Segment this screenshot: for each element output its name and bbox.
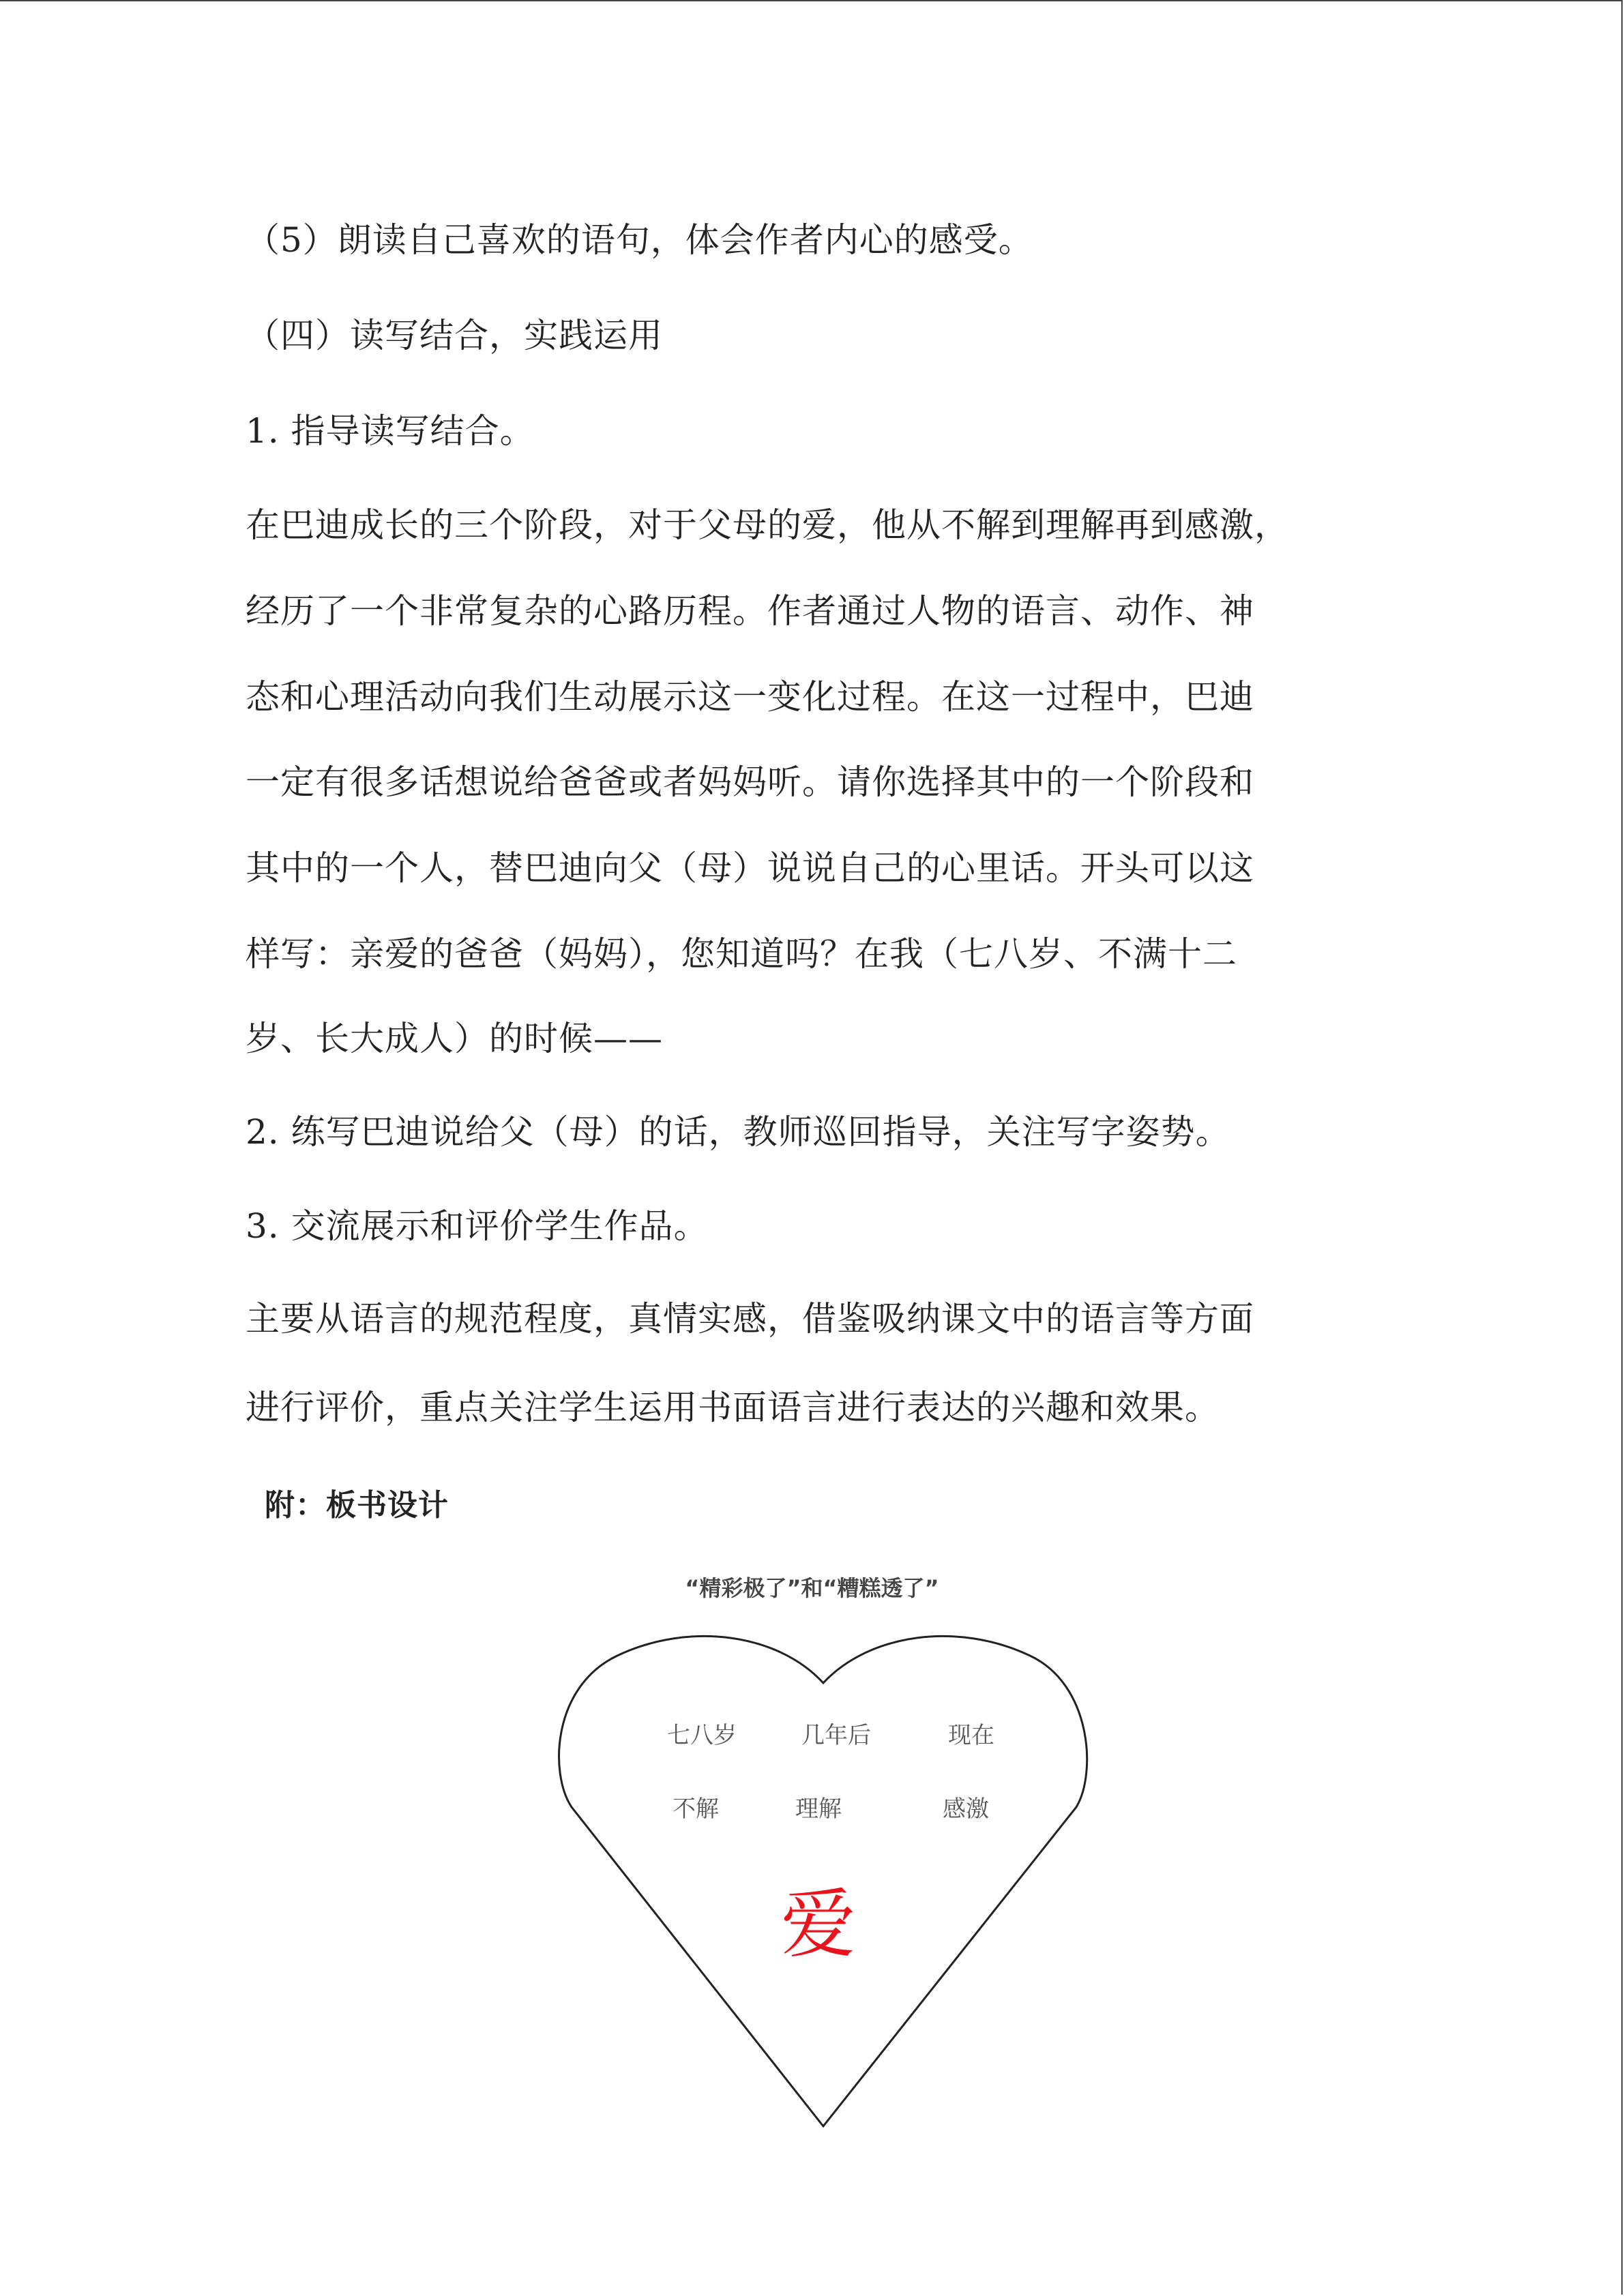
paragraph-line: 样写：亲爱的爸爸（妈妈），您知道吗？在我（七八岁、不满十二 bbox=[246, 934, 1237, 974]
section-heading-reading-writing: （四）读写结合，实践运用 bbox=[246, 316, 663, 355]
paragraph-line: 岁、长大成人）的时候—— bbox=[246, 1019, 663, 1058]
paragraph-line: 一定有很多话想说给爸爸或者妈妈听。请你选择其中的一个阶段和 bbox=[246, 762, 1254, 802]
stage-label-years-later: 几年后 bbox=[801, 1722, 871, 1749]
paragraph-line: 主要从语言的规范程度，真情实感，借鉴吸纳课文中的语言等方面 bbox=[246, 1299, 1254, 1339]
feeling-label-grateful: 感激 bbox=[943, 1795, 989, 1823]
paragraph-line: 经历了一个非常复杂的心路历程。作者通过人物的语言、动作、神 bbox=[246, 591, 1254, 631]
list-item-3: 3. 交流展示和评价学生作品。 bbox=[246, 1206, 709, 1246]
board-design-heading: 附：板书设计 bbox=[265, 1488, 449, 1523]
feeling-label-understand: 理解 bbox=[795, 1795, 842, 1823]
list-item-1: 1. 指导读写结合。 bbox=[246, 411, 535, 451]
paragraph-line: 其中的一个人，替巴迪向父（母）说说自己的心里话。开头可以这 bbox=[246, 848, 1254, 888]
center-word-love: 爱 bbox=[781, 1881, 856, 1968]
paragraph-line: 在巴迪成长的三个阶段，对于父母的爱，他从不解到理解再到感激， bbox=[246, 505, 1289, 545]
paragraph-line: 态和心理活动向我们生动展示这一变化过程。在这一过程中，巴迪 bbox=[246, 677, 1254, 717]
feeling-label-confused: 不解 bbox=[673, 1795, 719, 1823]
stage-label-age-seven-eight: 七八岁 bbox=[667, 1722, 737, 1749]
paragraph-reading-step: （5）朗读自己喜欢的语句，体会作者内心的感受。 bbox=[246, 220, 1033, 260]
stage-label-now: 现在 bbox=[948, 1722, 994, 1749]
diagram-title: “精彩极了”和“糟糕透了” bbox=[685, 1575, 939, 1601]
paragraph-line: 进行评价，重点关注学生运用书面语言进行表达的兴趣和效果。 bbox=[246, 1388, 1220, 1427]
list-item-2: 2. 练写巴迪说给父（母）的话，教师巡回指导，关注写字姿势。 bbox=[246, 1112, 1230, 1152]
